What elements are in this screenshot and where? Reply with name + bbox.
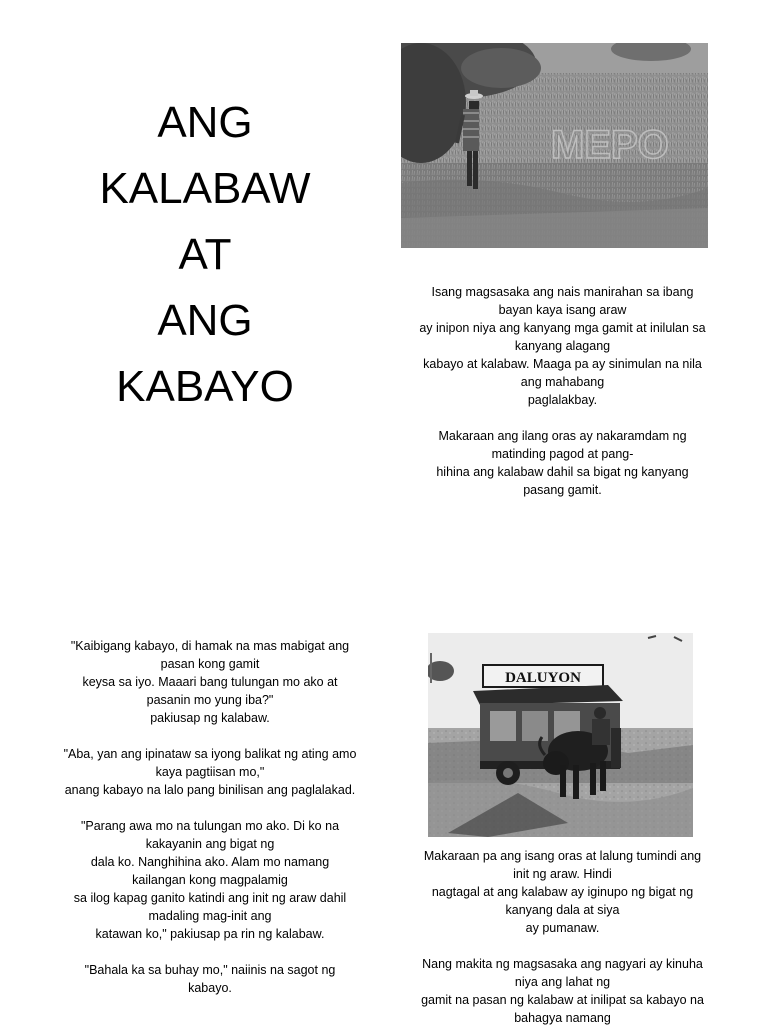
text-line: Nang makita ng magsasaka ang nagyari ay kinuha <box>422 957 703 971</box>
text-line: kanyang dala at siya <box>505 903 620 917</box>
text-line: pakiusap ng kalabaw. <box>150 711 270 725</box>
text-line: bayan kaya isang araw <box>498 303 627 317</box>
watermark-text: MEPO <box>551 123 669 167</box>
paragraph-gap <box>405 409 720 427</box>
text-line: Isang magsasaka ang nais manirahan sa ibang <box>431 285 694 299</box>
text-line: niya ang lahat ng <box>514 975 611 989</box>
text-line: ay pumanaw. <box>525 921 600 935</box>
text-line: "Kaibigang kabayo, di hamak na mas mabigat ang <box>70 639 350 653</box>
text-line: nagtagal at ang kalabaw ay iginupo ng bigat ng <box>431 885 694 899</box>
text-line: ay inipon niya ang kanyang mga gamit at inilulan sa <box>419 321 706 335</box>
text-line: Makaraan ang ilang oras ay nakaramdam ng <box>438 429 687 443</box>
text-line: pasanin mo yung iba?" <box>146 693 274 707</box>
text-line: pasang gamit. <box>523 483 602 497</box>
caption-right <box>405 283 720 499</box>
paragraph-gap <box>45 799 375 817</box>
title-line: ANG <box>157 98 253 147</box>
paragraph-gap <box>405 937 720 955</box>
text-line: pasan kong gamit <box>160 657 260 671</box>
text-line: sa ilog kapag ganito katindi ang init ng araw dahil <box>73 891 347 905</box>
title-line: KABAYO <box>116 362 294 411</box>
text-line: keysa sa iyo. Maaari bang tulungan mo ako at <box>82 675 338 689</box>
paragraph-gap <box>45 943 375 961</box>
text-line: "Aba, yan ang ipinataw sa iyong balikat ng ating amo <box>63 747 357 761</box>
text-line: kaya pagtiisan mo," <box>155 765 265 779</box>
text-line: anang kabayo na lalo pang binilisan ang paglalakad. <box>64 783 356 797</box>
story-title <box>60 90 350 420</box>
caption-bottom <box>405 847 720 1027</box>
text-line: Makaraan pa ang isang oras at lalung tumindi ang <box>423 849 702 863</box>
text-line: dala ko. Nanghihina ako. Alam mo namang <box>90 855 330 869</box>
text-line: init ng araw. Hindi <box>513 867 612 881</box>
text-line: hihina ang kalabaw dahil sa bigat ng kanyang <box>436 465 689 479</box>
text-line: kabayo at kalabaw. Maaga pa ay sinimulan na nila <box>423 357 702 371</box>
text-line: katawan ko," pakiusap pa rin ng kalabaw. <box>95 927 325 941</box>
text-line: "Bahala ka sa buhay mo," naiinis na sagot ng <box>84 963 336 977</box>
text-line: gamit na pasan ng kalabaw at inilipat sa kabayo na <box>421 993 704 1007</box>
text-line: "Parang awa mo na tulungan mo ako. Di ko na <box>80 819 340 833</box>
text-line: madaling mag-init ang <box>148 909 272 923</box>
carabao-cart-photo <box>428 633 693 837</box>
title-line: KALABAW <box>99 164 311 213</box>
farmer-field-photo <box>401 43 708 248</box>
cart-sign: DALUYON <box>505 670 581 686</box>
title-line: AT <box>178 230 232 279</box>
text-line: paglalakbay. <box>527 393 598 407</box>
text-line: kailangan kong magpalamig <box>132 873 288 887</box>
text-line: kabayo. <box>188 981 232 995</box>
text-line: kanyang alagang <box>514 339 611 353</box>
text-line: bahagya namang <box>514 1011 611 1025</box>
caption-left <box>45 637 375 997</box>
title-line: ANG <box>157 296 253 345</box>
text-line: ang mahabang <box>520 375 605 389</box>
text-line: matinding pagod at pang- <box>491 447 634 461</box>
text-line: kakayanin ang bigat ng <box>145 837 275 851</box>
paragraph-gap <box>45 727 375 745</box>
